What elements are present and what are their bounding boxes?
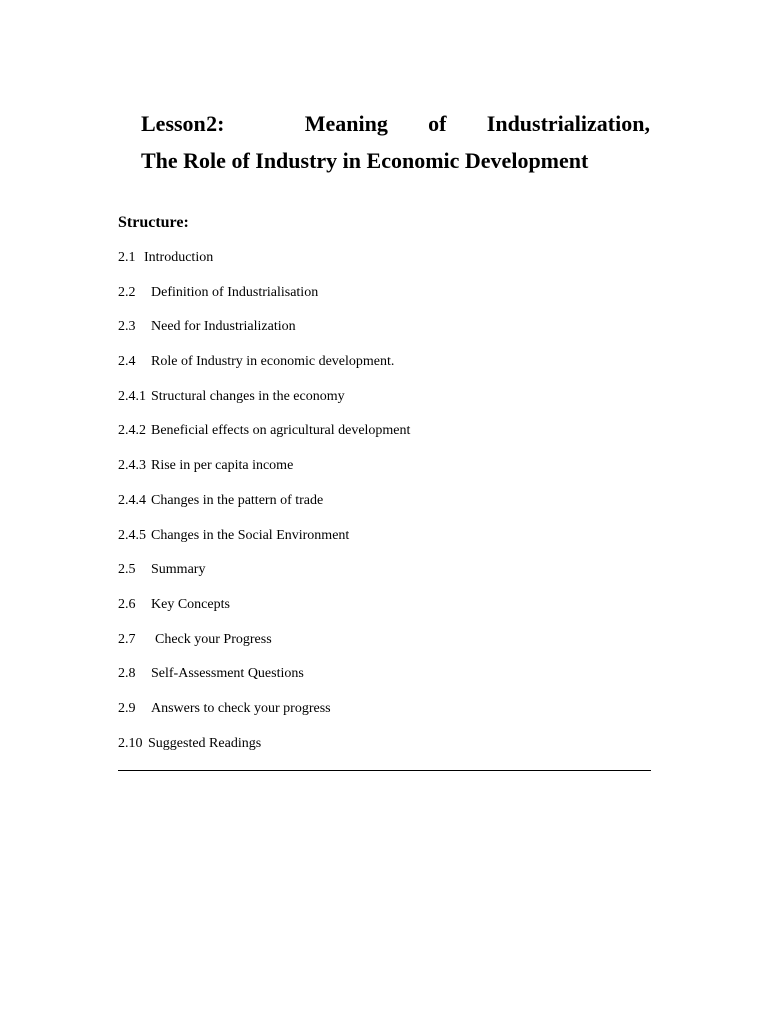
item-number: 2.4.4 [118, 492, 146, 508]
lesson-title [141, 108, 650, 140]
item-number: 2.4.1 [118, 388, 146, 404]
item-text: Definition of Industrialisation [151, 284, 319, 300]
item-text: Structural changes in the economy [151, 388, 345, 404]
list-item [118, 282, 658, 317]
lesson-title-word: Industrialization, [486, 111, 650, 136]
list-item [118, 316, 658, 351]
list-item [118, 698, 658, 733]
lesson-subtitle: The Role of Industry in Economic Development [141, 148, 589, 173]
item-number: 2.1 [118, 250, 136, 265]
item-number: 2.4 [118, 354, 136, 370]
item-text: Suggested Readings [148, 735, 262, 751]
item-text: Answers to check your progress [151, 700, 331, 716]
item-text: Beneficial effects on agricultural development [151, 423, 411, 439]
lesson-title-word: of [428, 111, 447, 136]
structure-heading: Structure: [118, 214, 189, 231]
list-item [118, 559, 658, 594]
lesson-title-word: 2: [206, 111, 225, 136]
list-item [118, 351, 658, 386]
list-item [118, 420, 658, 455]
item-text: Changes in the Social Environment [151, 527, 350, 543]
structure-list [118, 247, 658, 767]
item-text: Need for Industrialization [151, 319, 296, 335]
item-number: 2.5 [118, 562, 136, 578]
item-number: 2.4.2 [118, 423, 146, 439]
lesson-title-word: Meaning [304, 111, 388, 136]
item-number: 2.4.5 [118, 527, 146, 543]
item-text: Check your Progress [155, 631, 272, 647]
item-number: 2.9 [118, 700, 136, 716]
item-number: 2.4.3 [118, 458, 146, 474]
item-number: 2.8 [118, 666, 136, 682]
list-item [118, 525, 658, 560]
list-item [118, 455, 658, 490]
list-item [118, 629, 658, 664]
list-item [118, 733, 658, 768]
item-number: 2.6 [118, 596, 136, 612]
item-text: Changes in the pattern of trade [151, 492, 324, 508]
item-text: Rise in per capita income [151, 458, 294, 474]
lesson-title-word: Lesson [141, 111, 206, 136]
list-item [118, 594, 658, 629]
item-number: 2.2 [118, 284, 136, 300]
item-number: 2.3 [118, 319, 136, 335]
item-text: Self-Assessment Questions [151, 666, 304, 682]
item-text: Introduction [144, 250, 214, 265]
list-item [118, 247, 658, 282]
item-number: 2.10 [118, 735, 143, 751]
item-text: Key Concepts [151, 596, 230, 612]
item-number: 2.7 [118, 631, 136, 647]
item-text: Summary [151, 562, 206, 578]
list-item [118, 386, 658, 421]
list-item [118, 490, 658, 525]
list-item [118, 663, 658, 698]
section-divider [118, 770, 651, 771]
item-text: Role of Industry in economic development. [151, 354, 395, 370]
